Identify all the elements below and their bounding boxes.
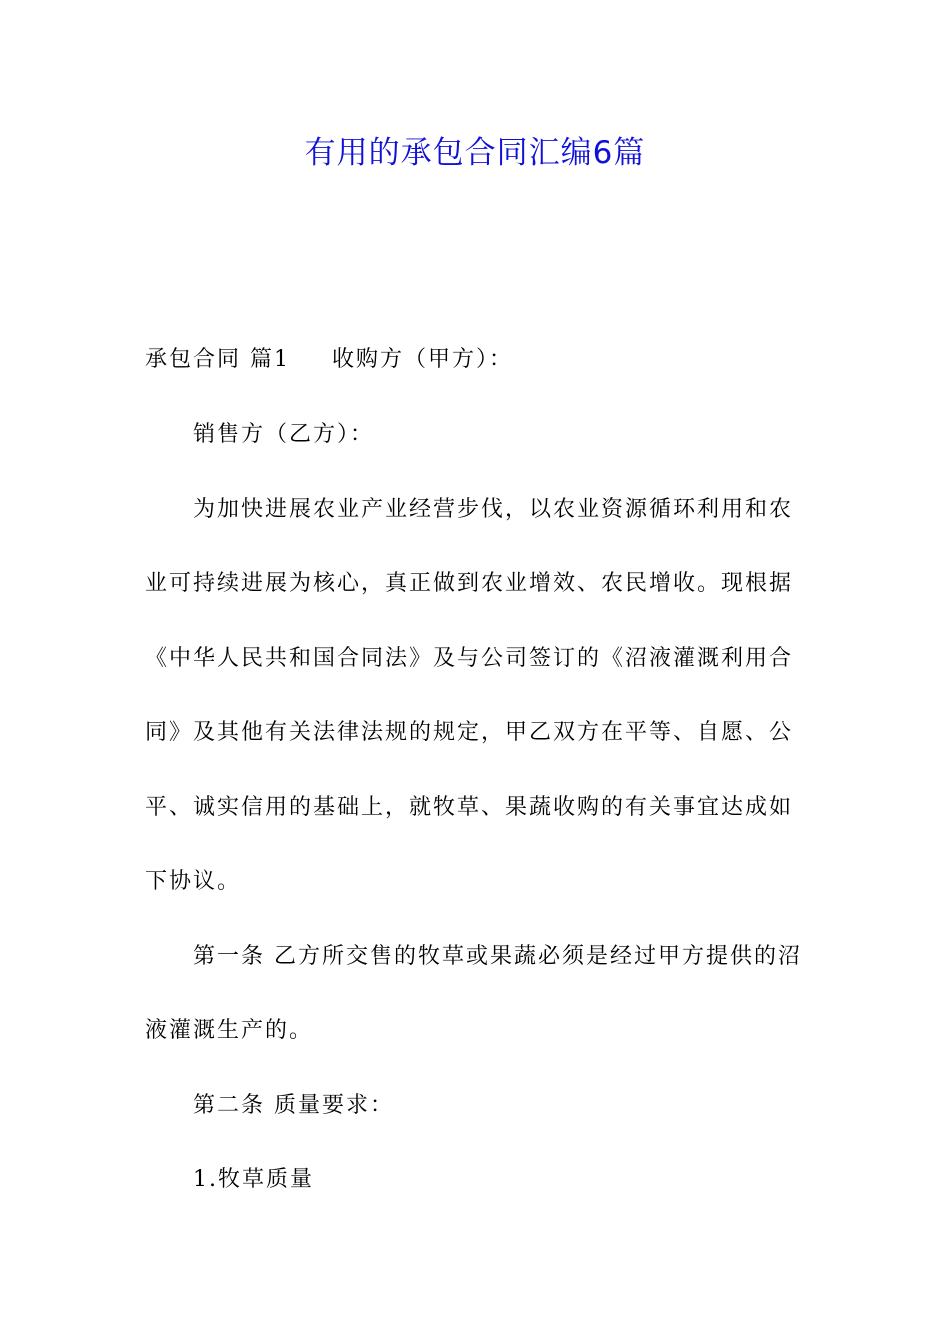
section-heading: 承包合同 篇1 bbox=[145, 347, 290, 372]
paragraph-line: 平、诚实信用的基础上，就牧草、果蔬收购的有关事宜达成如 bbox=[145, 795, 794, 820]
article-1-line: 液灌溉生产的。 bbox=[145, 1018, 314, 1043]
header-line bbox=[145, 344, 810, 376]
party-a-label: 收购方（甲方）： bbox=[332, 347, 514, 372]
paragraph-line: 同》及其他有关法律法规的规定，甲乙双方在平等、自愿、公 bbox=[145, 720, 794, 745]
paragraph-line: 《中华人民共和国合同法》及与公司签订的《沼液灌溉利用合 bbox=[145, 646, 794, 671]
article-1-line: 第一条 乙方所交售的牧草或果蔬必须是经过甲方提供的沼 bbox=[193, 944, 802, 969]
paragraph-line: 为加快进展农业产业经营步伐，以农业资源循环利用和农 bbox=[193, 497, 794, 522]
article-2-heading: 第二条 质量要求： bbox=[193, 1093, 394, 1118]
paragraph-line: 业可持续进展为核心，真正做到农业增效、农民增收。现根据 bbox=[145, 571, 794, 596]
party-b-label: 销售方（乙方）： bbox=[193, 422, 375, 447]
list-item: 1.牧草质量 bbox=[193, 1167, 314, 1192]
document-title: 有用的承包合同汇编6篇 bbox=[304, 135, 646, 171]
paragraph-line: 下协议。 bbox=[145, 869, 242, 894]
